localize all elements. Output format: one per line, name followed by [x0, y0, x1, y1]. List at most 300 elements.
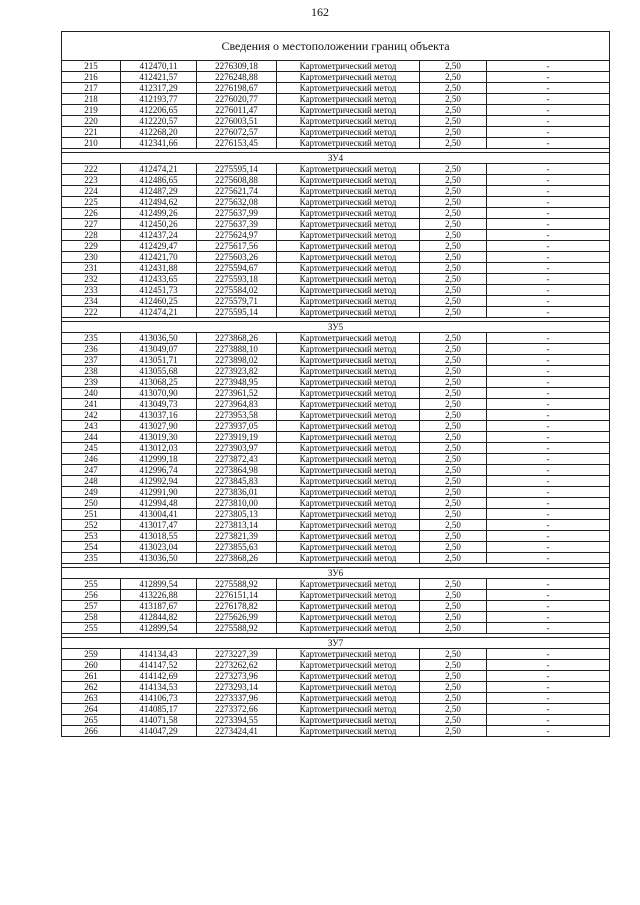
description-cell: -: [487, 454, 610, 465]
description-cell: -: [487, 263, 610, 274]
accuracy-cell: 2,50: [420, 601, 487, 612]
description-cell: -: [487, 726, 610, 737]
point-number-cell: 252: [62, 520, 121, 531]
point-number-cell: 230: [62, 252, 121, 263]
x-coordinate-cell: 413068,25: [121, 377, 197, 388]
table-row: [62, 230, 610, 241]
x-coordinate-cell: 414085,17: [121, 704, 197, 715]
y-coordinate-cell: 2275584,02: [197, 285, 277, 296]
section-header-row: [62, 322, 610, 333]
point-number-cell: 240: [62, 388, 121, 399]
method-cell: Картометрический метод: [277, 377, 420, 388]
description-cell: -: [487, 693, 610, 704]
x-coordinate-cell: 412474,21: [121, 307, 197, 318]
x-coordinate-cell: 412421,70: [121, 252, 197, 263]
y-coordinate-cell: 2273805,13: [197, 509, 277, 520]
method-cell: Картометрический метод: [277, 553, 420, 564]
point-number-cell: 259: [62, 649, 121, 660]
y-coordinate-cell: 2275626,99: [197, 612, 277, 623]
table-row: [62, 263, 610, 274]
table-row: [62, 660, 610, 671]
method-cell: Картометрический метод: [277, 660, 420, 671]
description-cell: -: [487, 590, 610, 601]
point-number-cell: 223: [62, 175, 121, 186]
x-coordinate-cell: 414134,53: [121, 682, 197, 693]
table-row: [62, 344, 610, 355]
y-coordinate-cell: 2276198,67: [197, 83, 277, 94]
accuracy-cell: 2,50: [420, 105, 487, 116]
table-row: [62, 432, 610, 443]
description-cell: -: [487, 296, 610, 307]
table-row: [62, 307, 610, 318]
x-coordinate-cell: 412341,66: [121, 138, 197, 149]
accuracy-cell: 2,50: [420, 660, 487, 671]
description-cell: -: [487, 443, 610, 454]
x-coordinate-cell: 412450,26: [121, 219, 197, 230]
accuracy-cell: 2,50: [420, 421, 487, 432]
accuracy-cell: 2,50: [420, 726, 487, 737]
method-cell: Картометрический метод: [277, 726, 420, 737]
y-coordinate-cell: 2275624,97: [197, 230, 277, 241]
y-coordinate-cell: 2276020,77: [197, 94, 277, 105]
table-row: [62, 377, 610, 388]
accuracy-cell: 2,50: [420, 649, 487, 660]
method-cell: Картометрический метод: [277, 421, 420, 432]
method-cell: Картометрический метод: [277, 252, 420, 263]
description-cell: -: [487, 230, 610, 241]
table-row: [62, 682, 610, 693]
y-coordinate-cell: 2276072,57: [197, 127, 277, 138]
y-coordinate-cell: 2275588,92: [197, 579, 277, 590]
method-cell: Картометрический метод: [277, 175, 420, 186]
point-number-cell: 237: [62, 355, 121, 366]
x-coordinate-cell: 412470,11: [121, 61, 197, 72]
table-row: [62, 72, 610, 83]
y-coordinate-cell: 2273961,52: [197, 388, 277, 399]
point-number-cell: 222: [62, 164, 121, 175]
y-coordinate-cell: 2273424,41: [197, 726, 277, 737]
point-number-cell: 255: [62, 623, 121, 634]
table-row: [62, 333, 610, 344]
y-coordinate-cell: 2276309,18: [197, 61, 277, 72]
point-number-cell: 221: [62, 127, 121, 138]
point-number-cell: 249: [62, 487, 121, 498]
description-cell: -: [487, 116, 610, 127]
method-cell: Картометрический метод: [277, 197, 420, 208]
point-number-cell: 235: [62, 553, 121, 564]
accuracy-cell: 2,50: [420, 509, 487, 520]
table-row: [62, 649, 610, 660]
accuracy-cell: 2,50: [420, 520, 487, 531]
description-cell: -: [487, 601, 610, 612]
x-coordinate-cell: 412431,88: [121, 263, 197, 274]
x-coordinate-cell: 412844,82: [121, 612, 197, 623]
method-cell: Картометрический метод: [277, 590, 420, 601]
method-cell: Картометрический метод: [277, 454, 420, 465]
point-number-cell: 232: [62, 274, 121, 285]
x-coordinate-cell: 412193,77: [121, 94, 197, 105]
point-number-cell: 256: [62, 590, 121, 601]
point-number-cell: 246: [62, 454, 121, 465]
method-cell: Картометрический метод: [277, 164, 420, 175]
y-coordinate-cell: 2275588,92: [197, 623, 277, 634]
method-cell: Картометрический метод: [277, 219, 420, 230]
method-cell: Картометрический метод: [277, 138, 420, 149]
description-cell: -: [487, 612, 610, 623]
x-coordinate-cell: 413004,41: [121, 509, 197, 520]
x-coordinate-cell: 413049,07: [121, 344, 197, 355]
method-cell: Картометрический метод: [277, 241, 420, 252]
y-coordinate-cell: 2275637,39: [197, 219, 277, 230]
table-row: [62, 399, 610, 410]
table-row: [62, 252, 610, 263]
description-cell: -: [487, 432, 610, 443]
y-coordinate-cell: 2276003,51: [197, 116, 277, 127]
method-cell: Картометрический метод: [277, 579, 420, 590]
boundary-coordinates-table: [61, 31, 610, 737]
y-coordinate-cell: 2273872,43: [197, 454, 277, 465]
table-row: [62, 465, 610, 476]
method-cell: Картометрический метод: [277, 83, 420, 94]
table-row: [62, 454, 610, 465]
description-cell: -: [487, 715, 610, 726]
table-row: [62, 94, 610, 105]
table-body: [62, 32, 610, 737]
description-cell: -: [487, 127, 610, 138]
description-cell: -: [487, 61, 610, 72]
x-coordinate-cell: 412433,65: [121, 274, 197, 285]
description-cell: -: [487, 553, 610, 564]
point-number-cell: 241: [62, 399, 121, 410]
point-number-cell: 228: [62, 230, 121, 241]
x-coordinate-cell: 412437,24: [121, 230, 197, 241]
point-number-cell: 261: [62, 671, 121, 682]
x-coordinate-cell: 413018,55: [121, 531, 197, 542]
method-cell: Картометрический метод: [277, 715, 420, 726]
y-coordinate-cell: 2276248,88: [197, 72, 277, 83]
method-cell: Картометрический метод: [277, 285, 420, 296]
accuracy-cell: 2,50: [420, 682, 487, 693]
x-coordinate-cell: 412996,74: [121, 465, 197, 476]
section-header-row: [62, 638, 610, 649]
description-cell: -: [487, 83, 610, 94]
accuracy-cell: 2,50: [420, 704, 487, 715]
point-number-cell: 250: [62, 498, 121, 509]
y-coordinate-cell: 2273868,26: [197, 553, 277, 564]
accuracy-cell: 2,50: [420, 72, 487, 83]
y-coordinate-cell: 2273937,05: [197, 421, 277, 432]
y-coordinate-cell: 2273964,83: [197, 399, 277, 410]
table-row: [62, 208, 610, 219]
y-coordinate-cell: 2273836,01: [197, 487, 277, 498]
method-cell: Картометрический метод: [277, 671, 420, 682]
table-row: [62, 410, 610, 421]
x-coordinate-cell: 412268,20: [121, 127, 197, 138]
point-number-cell: 225: [62, 197, 121, 208]
point-number-cell: 218: [62, 94, 121, 105]
description-cell: -: [487, 388, 610, 399]
accuracy-cell: 2,50: [420, 612, 487, 623]
description-cell: -: [487, 197, 610, 208]
description-cell: -: [487, 487, 610, 498]
table-row: [62, 531, 610, 542]
description-cell: -: [487, 72, 610, 83]
method-cell: Картометрический метод: [277, 230, 420, 241]
x-coordinate-cell: 412486,65: [121, 175, 197, 186]
table-row: [62, 197, 610, 208]
accuracy-cell: 2,50: [420, 476, 487, 487]
accuracy-cell: 2,50: [420, 366, 487, 377]
accuracy-cell: 2,50: [420, 333, 487, 344]
accuracy-cell: 2,50: [420, 498, 487, 509]
accuracy-cell: 2,50: [420, 263, 487, 274]
description-cell: -: [487, 138, 610, 149]
method-cell: Картометрический метод: [277, 432, 420, 443]
accuracy-cell: 2,50: [420, 127, 487, 138]
description-cell: -: [487, 333, 610, 344]
method-cell: Картометрический метод: [277, 487, 420, 498]
table-row: [62, 579, 610, 590]
table-row: [62, 421, 610, 432]
point-number-cell: 251: [62, 509, 121, 520]
table-title-row: [62, 32, 610, 61]
y-coordinate-cell: 2273923,82: [197, 366, 277, 377]
accuracy-cell: 2,50: [420, 410, 487, 421]
accuracy-cell: 2,50: [420, 487, 487, 498]
point-number-cell: 236: [62, 344, 121, 355]
point-number-cell: 220: [62, 116, 121, 127]
method-cell: Картометрический метод: [277, 263, 420, 274]
point-number-cell: 257: [62, 601, 121, 612]
y-coordinate-cell: 2273293,14: [197, 682, 277, 693]
method-cell: Картометрический метод: [277, 704, 420, 715]
accuracy-cell: 2,50: [420, 465, 487, 476]
table-row: [62, 219, 610, 230]
y-coordinate-cell: 2273845,83: [197, 476, 277, 487]
y-coordinate-cell: 2275621,74: [197, 186, 277, 197]
method-cell: Картометрический метод: [277, 116, 420, 127]
x-coordinate-cell: 412220,57: [121, 116, 197, 127]
point-number-cell: 226: [62, 208, 121, 219]
x-coordinate-cell: 414147,52: [121, 660, 197, 671]
y-coordinate-cell: 2273953,58: [197, 410, 277, 421]
accuracy-cell: 2,50: [420, 116, 487, 127]
x-coordinate-cell: 412999,18: [121, 454, 197, 465]
method-cell: Картометрический метод: [277, 274, 420, 285]
table-row: [62, 509, 610, 520]
x-coordinate-cell: 412317,29: [121, 83, 197, 94]
table-row: [62, 671, 610, 682]
x-coordinate-cell: 413226,88: [121, 590, 197, 601]
method-cell: Картометрический метод: [277, 355, 420, 366]
method-cell: Картометрический метод: [277, 307, 420, 318]
table-row: [62, 366, 610, 377]
method-cell: Картометрический метод: [277, 612, 420, 623]
description-cell: -: [487, 410, 610, 421]
description-cell: -: [487, 94, 610, 105]
accuracy-cell: 2,50: [420, 219, 487, 230]
table-row: [62, 105, 610, 116]
method-cell: Картометрический метод: [277, 208, 420, 219]
x-coordinate-cell: 413017,47: [121, 520, 197, 531]
y-coordinate-cell: 2276153,45: [197, 138, 277, 149]
accuracy-cell: 2,50: [420, 399, 487, 410]
y-coordinate-cell: 2275594,67: [197, 263, 277, 274]
x-coordinate-cell: 412994,48: [121, 498, 197, 509]
point-number-cell: 243: [62, 421, 121, 432]
table-row: [62, 553, 610, 564]
x-coordinate-cell: 414142,69: [121, 671, 197, 682]
method-cell: Картометрический метод: [277, 296, 420, 307]
table-row: [62, 612, 610, 623]
method-cell: Картометрический метод: [277, 72, 420, 83]
point-number-cell: 219: [62, 105, 121, 116]
point-number-cell: 222: [62, 307, 121, 318]
accuracy-cell: 2,50: [420, 274, 487, 285]
method-cell: Картометрический метод: [277, 388, 420, 399]
x-coordinate-cell: 413012,03: [121, 443, 197, 454]
accuracy-cell: 2,50: [420, 175, 487, 186]
y-coordinate-cell: 2273855,63: [197, 542, 277, 553]
accuracy-cell: 2,50: [420, 252, 487, 263]
x-coordinate-cell: 412451,73: [121, 285, 197, 296]
accuracy-cell: 2,50: [420, 285, 487, 296]
table-row: [62, 241, 610, 252]
description-cell: -: [487, 704, 610, 715]
method-cell: Картометрический метод: [277, 498, 420, 509]
y-coordinate-cell: 2273372,66: [197, 704, 277, 715]
description-cell: -: [487, 252, 610, 263]
y-coordinate-cell: 2273810,00: [197, 498, 277, 509]
accuracy-cell: 2,50: [420, 186, 487, 197]
x-coordinate-cell: 413187,67: [121, 601, 197, 612]
table-row: [62, 164, 610, 175]
x-coordinate-cell: 413023,04: [121, 542, 197, 553]
table-title: Сведения о местоположении границ объекта: [62, 32, 610, 61]
method-cell: Картометрический метод: [277, 366, 420, 377]
description-cell: -: [487, 366, 610, 377]
table-row: [62, 83, 610, 94]
section-name: ЗУ5: [62, 322, 610, 333]
x-coordinate-cell: 414071,58: [121, 715, 197, 726]
x-coordinate-cell: 412487,29: [121, 186, 197, 197]
point-number-cell: 235: [62, 333, 121, 344]
y-coordinate-cell: 2273898,02: [197, 355, 277, 366]
accuracy-cell: 2,50: [420, 715, 487, 726]
table-row: [62, 138, 610, 149]
x-coordinate-cell: 412421,57: [121, 72, 197, 83]
y-coordinate-cell: 2273262,62: [197, 660, 277, 671]
y-coordinate-cell: 2273394,55: [197, 715, 277, 726]
point-number-cell: 258: [62, 612, 121, 623]
accuracy-cell: 2,50: [420, 542, 487, 553]
description-cell: -: [487, 623, 610, 634]
table-row: [62, 498, 610, 509]
accuracy-cell: 2,50: [420, 61, 487, 72]
table-row: [62, 285, 610, 296]
point-number-cell: 216: [62, 72, 121, 83]
x-coordinate-cell: 412460,25: [121, 296, 197, 307]
description-cell: -: [487, 399, 610, 410]
y-coordinate-cell: 2276178,82: [197, 601, 277, 612]
point-number-cell: 224: [62, 186, 121, 197]
table-row: [62, 175, 610, 186]
y-coordinate-cell: 2275595,14: [197, 164, 277, 175]
point-number-cell: 231: [62, 263, 121, 274]
point-number-cell: 266: [62, 726, 121, 737]
description-cell: -: [487, 476, 610, 487]
x-coordinate-cell: 412429,47: [121, 241, 197, 252]
description-cell: -: [487, 465, 610, 476]
table-row: [62, 715, 610, 726]
x-coordinate-cell: 413036,50: [121, 333, 197, 344]
table-row: [62, 590, 610, 601]
table-row: [62, 127, 610, 138]
accuracy-cell: 2,50: [420, 388, 487, 399]
point-number-cell: 260: [62, 660, 121, 671]
point-number-cell: 262: [62, 682, 121, 693]
table-row: [62, 296, 610, 307]
y-coordinate-cell: 2275595,14: [197, 307, 277, 318]
description-cell: -: [487, 186, 610, 197]
method-cell: Картометрический метод: [277, 465, 420, 476]
point-number-cell: 227: [62, 219, 121, 230]
accuracy-cell: 2,50: [420, 296, 487, 307]
description-cell: -: [487, 498, 610, 509]
description-cell: -: [487, 307, 610, 318]
point-number-cell: 255: [62, 579, 121, 590]
point-number-cell: 229: [62, 241, 121, 252]
description-cell: -: [487, 274, 610, 285]
description-cell: -: [487, 175, 610, 186]
x-coordinate-cell: 414047,29: [121, 726, 197, 737]
method-cell: Картометрический метод: [277, 693, 420, 704]
y-coordinate-cell: 2273227,39: [197, 649, 277, 660]
accuracy-cell: 2,50: [420, 443, 487, 454]
x-coordinate-cell: 413070,90: [121, 388, 197, 399]
accuracy-cell: 2,50: [420, 531, 487, 542]
x-coordinate-cell: 412991,90: [121, 487, 197, 498]
accuracy-cell: 2,50: [420, 241, 487, 252]
x-coordinate-cell: 413036,50: [121, 553, 197, 564]
method-cell: Картометрический метод: [277, 531, 420, 542]
table-row: [62, 623, 610, 634]
description-cell: -: [487, 285, 610, 296]
description-cell: -: [487, 377, 610, 388]
x-coordinate-cell: 412474,21: [121, 164, 197, 175]
point-number-cell: 264: [62, 704, 121, 715]
method-cell: Картометрический метод: [277, 476, 420, 487]
method-cell: Картометрический метод: [277, 399, 420, 410]
method-cell: Картометрический метод: [277, 410, 420, 421]
section-header-row: [62, 568, 610, 579]
table-row: [62, 61, 610, 72]
point-number-cell: 247: [62, 465, 121, 476]
table-row: [62, 487, 610, 498]
method-cell: Картометрический метод: [277, 520, 420, 531]
y-coordinate-cell: 2275637,99: [197, 208, 277, 219]
y-coordinate-cell: 2273864,98: [197, 465, 277, 476]
section-name: ЗУ7: [62, 638, 610, 649]
y-coordinate-cell: 2275608,88: [197, 175, 277, 186]
method-cell: Картометрический метод: [277, 601, 420, 612]
section-header-row: [62, 153, 610, 164]
y-coordinate-cell: 2275632,08: [197, 197, 277, 208]
table-row: [62, 704, 610, 715]
accuracy-cell: 2,50: [420, 579, 487, 590]
point-number-cell: 217: [62, 83, 121, 94]
table-row: [62, 693, 610, 704]
